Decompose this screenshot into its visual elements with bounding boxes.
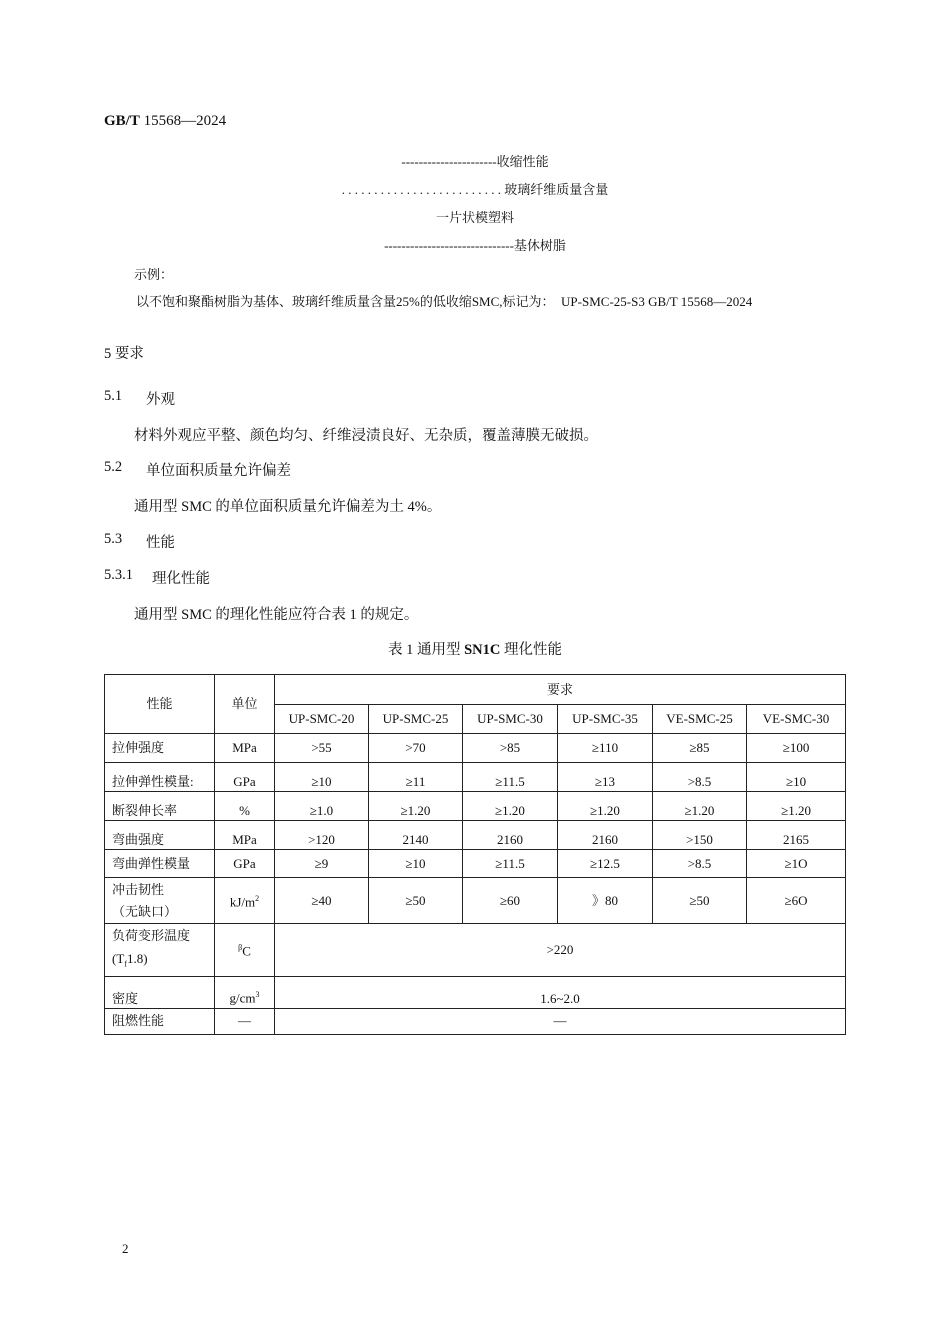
row-value: >55 xyxy=(275,734,369,763)
row-property-sub: f xyxy=(124,959,127,969)
section-5-3-number: 5.3 xyxy=(104,531,123,547)
header-grade: UP-SMC-35 xyxy=(558,705,653,734)
section-5-2-title: 单位面积质量允许偏差 xyxy=(146,463,291,479)
row-value: ≥1.20 xyxy=(463,792,558,821)
row-unit-sup: 2 xyxy=(255,893,260,903)
table-caption-bold: SN1C xyxy=(464,642,501,658)
row-value: ≥6O xyxy=(747,878,846,924)
row-value: 2165 xyxy=(747,821,846,850)
table-row xyxy=(105,1008,846,1034)
row-unit-sup: β xyxy=(238,943,243,953)
page-number: 2 xyxy=(122,1241,129,1256)
row-value: ≥40 xyxy=(275,878,369,924)
row-value: ≥10 xyxy=(275,763,369,792)
header-property: 性能 xyxy=(105,675,215,734)
row-value: 》80 xyxy=(558,878,653,924)
section-5-3-1-number: 5.3.1 xyxy=(104,567,133,583)
header-grade: VE-SMC-25 xyxy=(653,705,747,734)
table-row xyxy=(105,734,846,763)
row-property-text: (T xyxy=(112,951,125,966)
row-value: ≥1.20 xyxy=(369,792,463,821)
row-value: >85 xyxy=(463,734,558,763)
table-caption-prefix: 表 1 通用型 xyxy=(387,642,465,658)
table-row xyxy=(105,850,846,878)
row-value: 2140 xyxy=(369,821,463,850)
legend-line-glass-content: . . . . . . . . . . . . . . . . . . . . . . . . . 玻璃纤维质量含量 xyxy=(341,182,609,197)
row-value: ≥50 xyxy=(369,878,463,924)
row-value: ≥10 xyxy=(369,850,463,878)
row-value: ≥100 xyxy=(747,734,846,763)
section-5-2-number: 5.2 xyxy=(104,459,123,475)
row-unit xyxy=(215,976,275,1008)
row-property: 弯曲弹性模量 xyxy=(105,850,215,878)
section-5-1-title: 外观 xyxy=(146,392,175,408)
section-5-3-1-text: 通用型 SMC 的理化性能应符合表 1 的规定。 xyxy=(134,607,419,623)
section-5-2-text: 通用型 SMC 的单位面积质量允许偏差为土 4%。 xyxy=(134,499,442,515)
row-unit: MPa xyxy=(215,821,275,850)
row-unit: GPa xyxy=(215,850,275,878)
row-property-text: 1.8) xyxy=(126,951,148,966)
row-value: ≥1.20 xyxy=(558,792,653,821)
row-value: ≥60 xyxy=(463,878,558,924)
header-unit: 单位 xyxy=(215,675,275,734)
row-merged-value: — xyxy=(275,1008,846,1034)
row-property: 弯曲强度 xyxy=(105,821,215,850)
row-merged-value: 1.6~2.0 xyxy=(275,976,846,1008)
row-value: ≥12.5 xyxy=(558,850,653,878)
table-row xyxy=(105,792,846,821)
section-5-3-1-title: 理化性能 xyxy=(152,571,210,587)
example-label: 示例： xyxy=(134,267,174,282)
row-property: 断裂伸长率 xyxy=(105,792,215,821)
row-value: >8.5 xyxy=(653,850,747,878)
table-row xyxy=(105,976,846,1008)
row-value: ≥1.20 xyxy=(653,792,747,821)
row-property-line xyxy=(112,947,210,976)
row-value: ≥110 xyxy=(558,734,653,763)
row-property-line: 冲击韧性 xyxy=(112,881,165,897)
row-merged-value: >220 xyxy=(275,924,846,977)
row-value: >150 xyxy=(653,821,747,850)
row-unit: GPa xyxy=(215,763,275,792)
section-5-1-text: 材料外观应平整、颜色均匀、纤维浸渍良好、无杂质，覆盖薄膜无破损。 xyxy=(134,428,598,444)
row-property: 密度 xyxy=(105,976,215,1008)
row-property xyxy=(105,878,215,924)
table-header-row-1 xyxy=(105,675,846,705)
row-unit: — xyxy=(215,1008,275,1034)
row-property: 阻燃性能 xyxy=(105,1008,215,1034)
row-value: ≥9 xyxy=(275,850,369,878)
row-value: 2160 xyxy=(558,821,653,850)
row-value: ≥1.0 xyxy=(275,792,369,821)
row-unit xyxy=(215,878,275,924)
standard-prefix: GB/T xyxy=(104,113,140,129)
row-value: ≥85 xyxy=(653,734,747,763)
row-value: >70 xyxy=(369,734,463,763)
row-value: ≥13 xyxy=(558,763,653,792)
legend-line-smc: 一片状模塑料 xyxy=(435,210,514,225)
row-value: ≥50 xyxy=(653,878,747,924)
row-unit-text: kJ/m xyxy=(229,894,256,910)
section-5-heading: 5 要求 xyxy=(104,346,144,362)
row-property-line: 负荷变形温度 xyxy=(112,928,191,943)
row-property: 拉伸强度 xyxy=(105,734,215,763)
table-caption-suffix: 理化性能 xyxy=(500,642,562,658)
row-value: ≥11 xyxy=(369,763,463,792)
header-grade: UP-SMC-20 xyxy=(275,705,369,734)
row-value: ≥10 xyxy=(747,763,846,792)
table-row xyxy=(105,821,846,850)
section-5-3-title: 性能 xyxy=(146,535,175,551)
header-grade: UP-SMC-25 xyxy=(369,705,463,734)
row-value: >8.5 xyxy=(653,763,747,792)
row-value: ≥1O xyxy=(747,850,846,878)
row-unit-text: C xyxy=(242,943,251,959)
table-row xyxy=(105,924,846,977)
row-unit xyxy=(215,924,275,977)
row-unit: MPa xyxy=(215,734,275,763)
table-row xyxy=(105,878,846,924)
header-requirement: 要求 xyxy=(275,675,846,705)
row-value: ≥1.20 xyxy=(747,792,846,821)
table-row xyxy=(105,763,846,792)
row-property-line: （无缺口） xyxy=(112,903,178,919)
row-property: 拉伸弹性模量: xyxy=(105,763,215,792)
row-value: 2160 xyxy=(463,821,558,850)
header-grade: UP-SMC-30 xyxy=(463,705,558,734)
legend-line-shrinkage: ----------------------收缩性能 xyxy=(401,154,549,169)
row-unit-sup: 3 xyxy=(255,990,260,1000)
legend-line-resin: ------------------------------基休树脂 xyxy=(384,238,566,253)
row-value: ≥11.5 xyxy=(463,763,558,792)
standard-number: 15568—2024 xyxy=(143,113,227,129)
section-5-1-number: 5.1 xyxy=(104,388,123,404)
row-value: >120 xyxy=(275,821,369,850)
table-caption xyxy=(0,638,950,659)
header-grade: VE-SMC-30 xyxy=(747,705,846,734)
row-unit-text: g/cm xyxy=(229,990,256,1006)
row-value: ≥11.5 xyxy=(463,850,558,878)
properties-table xyxy=(104,674,846,1035)
row-unit: % xyxy=(215,792,275,821)
standard-header xyxy=(104,113,226,130)
row-property xyxy=(105,924,215,977)
example-text: 以不饱和聚酯树脂为基体、玻璃纤维质量含量25%的低收缩SMC,标记为： UP-SMC-25-S3 GB/T 15568—2024 xyxy=(136,294,753,309)
